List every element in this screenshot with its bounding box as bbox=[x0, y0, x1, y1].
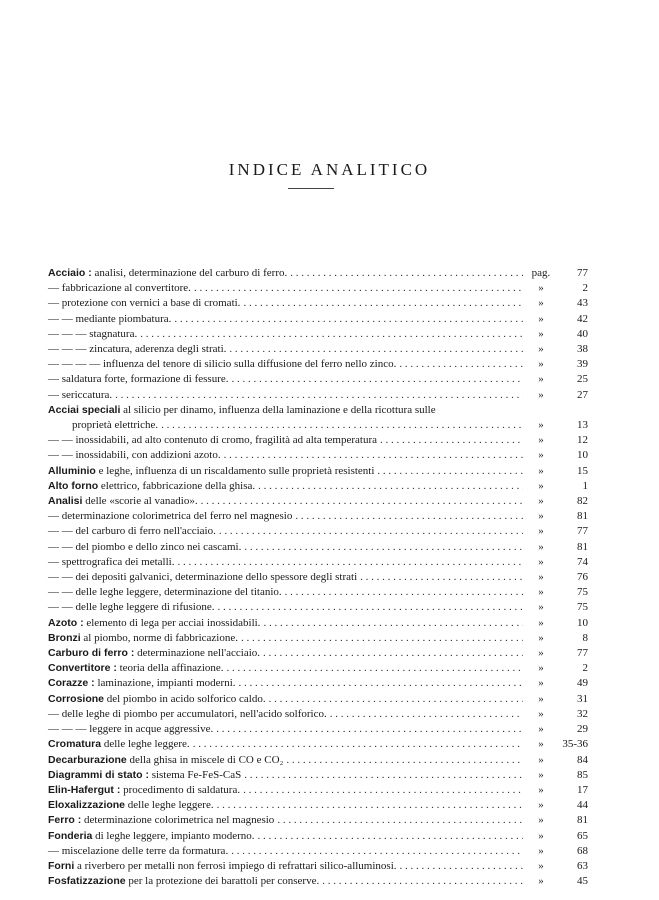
entry-text bbox=[48, 813, 274, 828]
index-entry bbox=[48, 753, 588, 768]
page-number: 10 bbox=[577, 449, 588, 462]
page-number: 49 bbox=[577, 677, 588, 690]
dot-leader bbox=[286, 753, 523, 768]
page-number: 15 bbox=[577, 464, 588, 477]
page-number: 10 bbox=[577, 616, 588, 629]
page-prefix: » bbox=[538, 631, 544, 644]
page-prefix: » bbox=[538, 799, 544, 812]
page-number: 81 bbox=[577, 814, 588, 827]
page-prefix: » bbox=[538, 449, 544, 462]
page-number: 81 bbox=[577, 540, 588, 553]
entry-text bbox=[48, 859, 397, 874]
page-prefix: » bbox=[538, 707, 544, 720]
entry-description: determinazione nell'acciaio. bbox=[134, 647, 261, 660]
page-number: 81 bbox=[577, 510, 588, 523]
entry-text bbox=[48, 722, 213, 737]
dot-leader bbox=[295, 509, 523, 524]
page-number: 2 bbox=[582, 282, 588, 295]
entry-description: — determinazione colorimetrica del ferro nel magnesio bbox=[48, 510, 293, 523]
page-number: 85 bbox=[577, 768, 588, 781]
entry-text bbox=[48, 342, 226, 357]
page-prefix: » bbox=[538, 419, 544, 432]
page-prefix: » bbox=[538, 586, 544, 599]
index-entry bbox=[48, 312, 588, 327]
dot-leader bbox=[232, 372, 523, 387]
entry-description: e leghe, influenza di un riscaldamento sulle proprietà resistenti bbox=[95, 464, 375, 477]
page-prefix: » bbox=[538, 282, 544, 295]
entry-text bbox=[48, 509, 292, 524]
entry-description: procedimento di saldatura. bbox=[120, 783, 241, 796]
entry-text bbox=[48, 707, 327, 722]
page-prefix: » bbox=[538, 844, 544, 857]
entry-text bbox=[48, 874, 319, 889]
index-entry bbox=[48, 357, 588, 372]
entry-description: — delle leghe di piombo per accumulatori, nell'acido solforico. bbox=[48, 707, 327, 720]
page-number: 27 bbox=[577, 388, 588, 401]
dot-leader bbox=[263, 616, 523, 631]
analytic-index bbox=[48, 266, 588, 889]
entry-text bbox=[48, 692, 266, 707]
index-entry bbox=[48, 874, 588, 889]
entry-text bbox=[48, 312, 171, 327]
page-prefix: » bbox=[538, 662, 544, 675]
entry-description: elettrico, fabbricazione della ghisa. bbox=[98, 479, 256, 492]
index-entry bbox=[48, 266, 588, 281]
entry-description: — saldatura forte, formazione di fessure. bbox=[48, 373, 229, 386]
entry-text bbox=[48, 266, 287, 281]
index-entry bbox=[48, 479, 588, 494]
index-entry bbox=[48, 661, 588, 676]
index-entry bbox=[48, 646, 588, 661]
index-entry bbox=[48, 692, 588, 707]
entry-keyword: Forni bbox=[48, 859, 75, 872]
dot-leader bbox=[269, 692, 523, 707]
entry-text bbox=[48, 296, 240, 311]
entry-description: delle «scorie al vanadio». bbox=[82, 495, 198, 508]
page-number: 39 bbox=[577, 358, 588, 371]
page-prefix: » bbox=[538, 783, 544, 796]
index-entry bbox=[48, 388, 588, 403]
entry-text bbox=[48, 388, 112, 403]
page-prefix: » bbox=[538, 540, 544, 553]
entry-description: — — mediante piombatura. bbox=[48, 312, 172, 325]
index-entry bbox=[48, 676, 588, 691]
page-prefix: » bbox=[538, 692, 544, 705]
entry-description: — sericcatura. bbox=[48, 388, 113, 401]
index-entry bbox=[48, 859, 588, 874]
page-prefix: » bbox=[538, 495, 544, 508]
page-prefix: » bbox=[538, 479, 544, 492]
entry-text bbox=[48, 600, 214, 615]
entry-keyword: Acciaio : bbox=[48, 267, 92, 279]
index-entry bbox=[48, 494, 588, 509]
dot-leader bbox=[217, 798, 523, 813]
dot-leader bbox=[177, 555, 523, 570]
entry-text bbox=[48, 327, 137, 342]
page-number: 31 bbox=[577, 692, 588, 705]
page-number: 77 bbox=[577, 525, 588, 538]
page-prefix: » bbox=[538, 571, 544, 584]
entry-keyword: Corazze : bbox=[48, 677, 95, 690]
page-number: 40 bbox=[577, 327, 588, 340]
dot-leader bbox=[219, 524, 523, 539]
entry-description: — — delle leghe leggere, determinazione del titanio. bbox=[48, 586, 282, 599]
dot-leader bbox=[217, 600, 523, 615]
entry-text bbox=[48, 753, 283, 768]
page-number: 76 bbox=[577, 571, 588, 584]
entry-keyword: Diagrammi di stato : bbox=[48, 768, 149, 781]
entry-description: determinazione colorimetrica nel magnesio bbox=[81, 814, 275, 827]
page-number: 17 bbox=[577, 783, 588, 796]
dot-leader bbox=[285, 585, 523, 600]
entry-text bbox=[48, 661, 224, 676]
page-number: 12 bbox=[577, 434, 588, 447]
page-prefix: » bbox=[538, 859, 544, 872]
entry-text bbox=[48, 646, 260, 661]
index-entry bbox=[48, 327, 588, 342]
dot-leader bbox=[174, 312, 523, 327]
entry-text bbox=[48, 464, 374, 479]
entry-text bbox=[48, 479, 255, 494]
page-number: 45 bbox=[577, 875, 588, 888]
dot-leader bbox=[263, 646, 523, 661]
index-entry bbox=[48, 829, 588, 844]
dot-leader bbox=[258, 829, 523, 844]
entry-text bbox=[48, 737, 190, 752]
page-number: 32 bbox=[577, 707, 588, 720]
dot-leader bbox=[194, 281, 523, 296]
entry-description: delle leghe leggere. bbox=[101, 738, 190, 751]
entry-text bbox=[48, 829, 255, 844]
page-prefix: » bbox=[538, 768, 544, 781]
dot-leader bbox=[140, 327, 523, 342]
entry-keyword: Azoto : bbox=[48, 616, 84, 629]
entry-description: — — del carburo di ferro nell'acciaio. bbox=[48, 525, 216, 538]
entry-text bbox=[48, 448, 221, 463]
entry-description: a riverbero per metalli non ferrosi impiego di refrattari silico-alluminosi. bbox=[74, 859, 397, 872]
index-entry bbox=[48, 540, 588, 555]
dot-leader bbox=[258, 479, 523, 494]
page-number: 35-36 bbox=[562, 738, 588, 751]
page-number: 65 bbox=[577, 829, 588, 842]
index-entry bbox=[48, 813, 588, 828]
entry-description: laminazione, impianti moderni. bbox=[94, 677, 236, 690]
entry-keyword: Acciai speciali bbox=[48, 403, 121, 416]
entry-keyword: Elin-Hafergut : bbox=[48, 783, 121, 796]
entry-keyword: Ferro : bbox=[48, 814, 82, 827]
index-entry bbox=[48, 798, 588, 813]
dot-leader bbox=[243, 783, 523, 798]
page-prefix: » bbox=[538, 464, 544, 477]
page-prefix: » bbox=[538, 510, 544, 523]
entry-description: — — — leggere in acque aggressive. bbox=[48, 723, 214, 736]
dot-leader bbox=[161, 418, 523, 433]
page-number: 84 bbox=[577, 753, 588, 766]
dot-leader bbox=[377, 464, 523, 479]
entry-text bbox=[48, 403, 588, 418]
page-number: 68 bbox=[577, 844, 588, 857]
index-entry bbox=[48, 555, 588, 570]
dot-leader bbox=[330, 707, 523, 722]
page-prefix: » bbox=[538, 358, 544, 371]
index-entry bbox=[48, 524, 588, 539]
index-entry bbox=[48, 616, 588, 631]
index-entry-continuation bbox=[48, 418, 588, 433]
entry-keyword: Decarburazione bbox=[48, 753, 127, 766]
entry-description: elemento di lega per acciai inossidabili. bbox=[83, 616, 261, 629]
page-number: 82 bbox=[577, 495, 588, 508]
page-number: 25 bbox=[577, 373, 588, 386]
entry-keyword: Alluminio bbox=[48, 464, 96, 477]
index-entry bbox=[48, 600, 588, 615]
dot-leader bbox=[400, 859, 523, 874]
entry-keyword: Corrosione bbox=[48, 692, 105, 705]
page-prefix: pag. bbox=[531, 267, 551, 279]
entry-keyword: Fosfatizzazione bbox=[48, 875, 126, 888]
page-number: 74 bbox=[577, 555, 588, 568]
index-entry bbox=[48, 464, 588, 479]
entry-text bbox=[48, 798, 214, 813]
page-number: 75 bbox=[577, 601, 588, 614]
entry-description: proprietà elettriche. bbox=[72, 419, 159, 432]
dot-leader bbox=[193, 737, 523, 752]
entry-text bbox=[48, 433, 377, 448]
page-prefix: » bbox=[538, 601, 544, 614]
dot-leader bbox=[360, 570, 523, 585]
index-entry bbox=[48, 722, 588, 737]
entry-description: — protezione con vernici a base di cromati. bbox=[48, 297, 241, 310]
index-entry bbox=[48, 783, 588, 798]
page-number: 75 bbox=[577, 586, 588, 599]
page-number: 43 bbox=[577, 297, 588, 310]
dot-leader bbox=[224, 448, 523, 463]
entry-description: — — — — influenza del tenore di silicio sulla diffusione del ferro nello zinco. bbox=[48, 358, 397, 371]
page-prefix: » bbox=[538, 677, 544, 690]
page-number: 63 bbox=[577, 859, 588, 872]
entry-text bbox=[48, 783, 240, 798]
page-number: 13 bbox=[577, 419, 588, 432]
dot-leader bbox=[243, 296, 523, 311]
index-entry bbox=[48, 296, 588, 311]
entry-description: — — del piombo e dello zinco nei cascami. bbox=[48, 540, 242, 553]
entry-description: — — inossidabili, con addizioni azoto. bbox=[48, 449, 221, 462]
page-prefix: » bbox=[538, 647, 544, 660]
entry-text bbox=[48, 281, 191, 296]
index-entry bbox=[48, 509, 588, 524]
page-number: 1 bbox=[582, 479, 588, 492]
index-entry bbox=[48, 570, 588, 585]
entry-description: — miscelazione delle terre da formatura. bbox=[48, 844, 229, 857]
dot-leader bbox=[227, 661, 523, 676]
entry-description: — — dei depositi galvanici, determinazione dello spessore degli strati bbox=[48, 571, 358, 584]
dot-leader bbox=[115, 388, 523, 403]
page-prefix: » bbox=[538, 723, 544, 736]
dot-leader bbox=[322, 874, 523, 889]
dot-leader bbox=[399, 357, 523, 372]
title-rule bbox=[288, 188, 334, 189]
page-prefix: » bbox=[538, 875, 544, 888]
entry-text bbox=[48, 372, 229, 387]
index-entry bbox=[48, 403, 588, 418]
page-prefix: » bbox=[538, 312, 544, 325]
entry-text bbox=[48, 494, 198, 509]
page-number: 29 bbox=[577, 723, 588, 736]
entry-description: della ghisa in miscele di CO e CO₂ bbox=[126, 753, 284, 766]
entry-keyword: Eloxalizzazione bbox=[48, 799, 126, 812]
page-prefix: » bbox=[538, 525, 544, 538]
dot-leader bbox=[231, 844, 523, 859]
page-number: 44 bbox=[577, 799, 588, 812]
index-entry bbox=[48, 342, 588, 357]
dot-leader bbox=[244, 540, 523, 555]
dot-leader bbox=[239, 676, 523, 691]
entry-keyword: Analisi bbox=[48, 495, 83, 508]
entry-description: analisi, determinazione del carburo di ferro. bbox=[91, 267, 288, 279]
entry-description: — — inossidabili, ad alto contenuto di cromo, fragilità ad alta temperatura bbox=[48, 434, 377, 447]
index-entry bbox=[48, 433, 588, 448]
entry-text bbox=[48, 357, 396, 372]
page-number: 38 bbox=[577, 343, 588, 356]
page-title: INDICE ANALITICO bbox=[228, 160, 431, 179]
index-entry bbox=[48, 707, 588, 722]
page-prefix: » bbox=[538, 753, 544, 766]
page-prefix: » bbox=[538, 297, 544, 310]
page-prefix: » bbox=[538, 327, 544, 340]
entry-description: sistema Fe-FeS-CaS bbox=[148, 768, 242, 781]
page-prefix: » bbox=[538, 388, 544, 401]
entry-description: del piombo in acido solforico caldo. bbox=[104, 692, 266, 705]
dot-leader bbox=[229, 342, 523, 357]
dot-leader bbox=[201, 494, 523, 509]
entry-text bbox=[48, 570, 357, 585]
dot-leader bbox=[244, 768, 523, 783]
entry-description: — — — stagnatura. bbox=[48, 327, 138, 340]
entry-description: — fabbricazione al convertitore. bbox=[48, 282, 191, 295]
entry-keyword: Bronzi bbox=[48, 631, 81, 644]
page-prefix: » bbox=[538, 829, 544, 842]
page-prefix: » bbox=[538, 616, 544, 629]
page-prefix: » bbox=[538, 814, 544, 827]
entry-text bbox=[48, 616, 260, 631]
entry-description: — spettrografica dei metalli. bbox=[48, 555, 175, 568]
index-entry bbox=[48, 585, 588, 600]
entry-description: al silicio per dinamo, influenza della laminazione e della ricottura sulle bbox=[120, 403, 436, 416]
entry-text bbox=[48, 844, 228, 859]
dot-leader bbox=[290, 266, 523, 281]
page-prefix: » bbox=[538, 434, 544, 447]
page-prefix: » bbox=[538, 555, 544, 568]
entry-text bbox=[48, 676, 236, 691]
entry-description: al piombo, norme di fabbricazione. bbox=[80, 631, 238, 644]
dot-leader bbox=[380, 433, 523, 448]
dot-leader bbox=[277, 813, 523, 828]
entry-description: di leghe leggere, impianto moderno. bbox=[92, 829, 255, 842]
page-number: 42 bbox=[577, 312, 588, 325]
index-entry bbox=[48, 844, 588, 859]
entry-description: per la protezione dei barattoli per conserve. bbox=[125, 875, 320, 888]
entry-keyword: Fonderia bbox=[48, 829, 93, 842]
index-entry bbox=[48, 372, 588, 387]
dot-leader bbox=[241, 631, 523, 646]
entry-text bbox=[48, 585, 282, 600]
dot-leader bbox=[216, 722, 523, 737]
page-prefix: » bbox=[538, 373, 544, 386]
entry-keyword: Alto forno bbox=[48, 479, 99, 492]
page-number: 2 bbox=[582, 662, 588, 675]
entry-text bbox=[48, 524, 216, 539]
page-prefix: » bbox=[538, 738, 544, 751]
index-entry bbox=[48, 737, 588, 752]
index-entry bbox=[48, 281, 588, 296]
entry-description: teoria della affinazione. bbox=[116, 662, 224, 675]
entry-keyword: Cromatura bbox=[48, 738, 102, 751]
entry-text bbox=[48, 555, 174, 570]
entry-description: — — — zincatura, aderenza degli strati. bbox=[48, 343, 227, 356]
entry-keyword: Carburo di ferro : bbox=[48, 647, 135, 660]
index-entry bbox=[48, 768, 588, 783]
entry-text bbox=[48, 631, 238, 646]
entry-keyword: Convertitore : bbox=[48, 662, 117, 675]
page-prefix: » bbox=[538, 343, 544, 356]
page-number: 8 bbox=[582, 631, 588, 644]
page-number: 77 bbox=[577, 267, 588, 279]
entry-text bbox=[48, 540, 241, 555]
entry-text bbox=[48, 768, 241, 783]
index-entry bbox=[48, 631, 588, 646]
index-entry bbox=[48, 448, 588, 463]
page-number: 77 bbox=[577, 647, 588, 660]
entry-description: — — delle leghe leggere di rifusione. bbox=[48, 601, 215, 614]
entry-description: delle leghe leggere. bbox=[125, 799, 214, 812]
